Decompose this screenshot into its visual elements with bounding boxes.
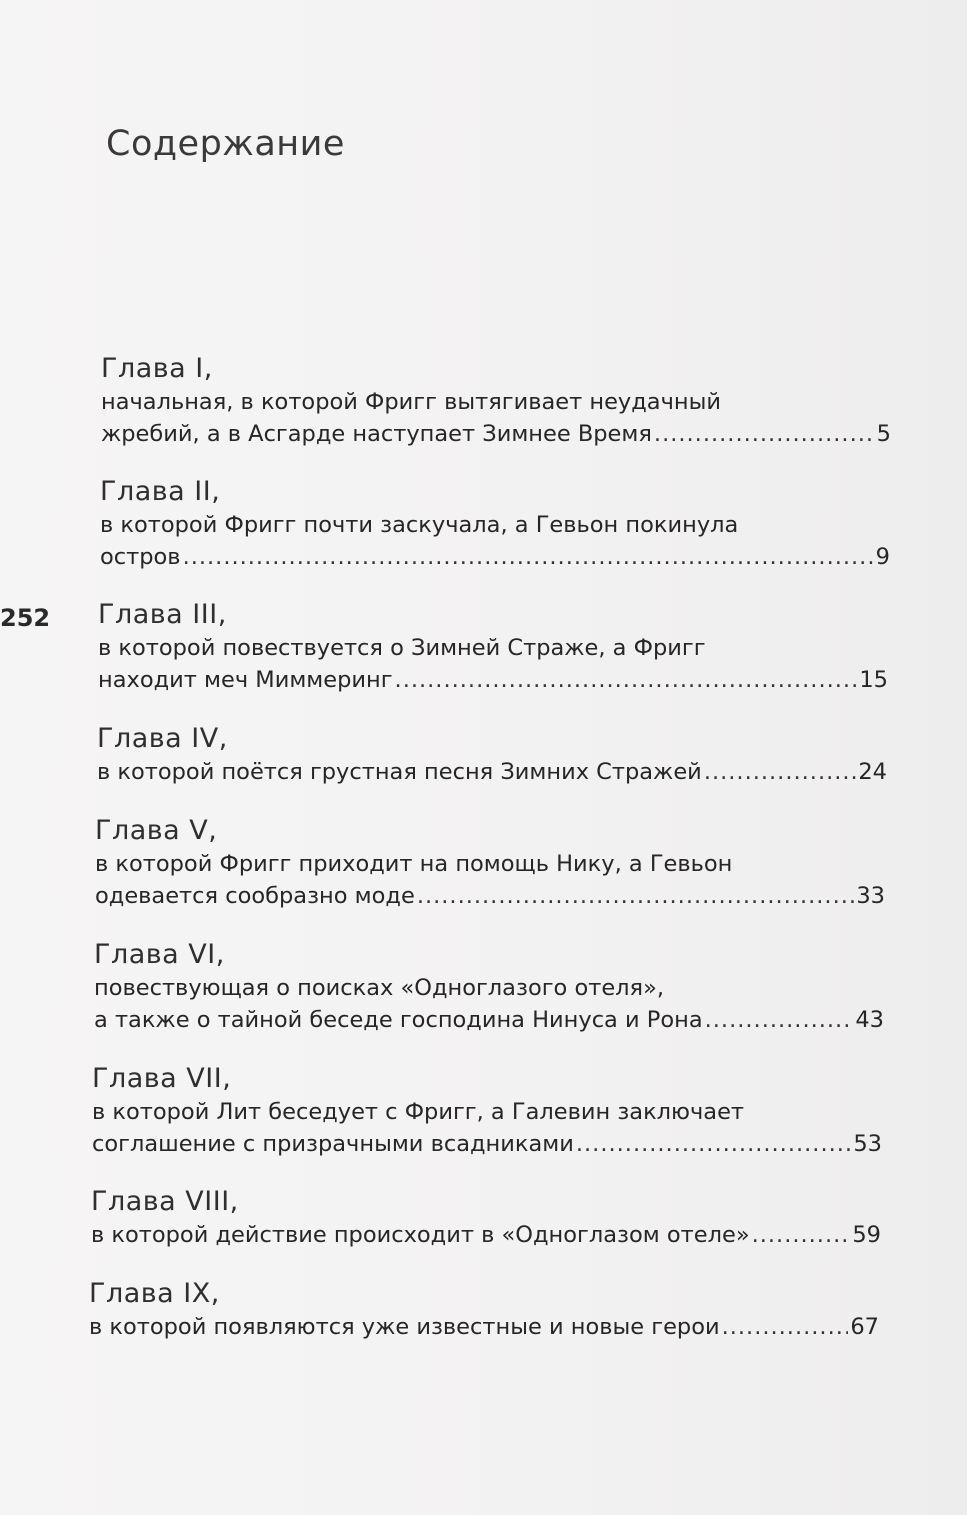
chapter-description-end: в которой появляются уже известные и новые герои xyxy=(89,1314,720,1340)
toc-entry-chapter-2 xyxy=(100,475,890,573)
chapter-leader-line xyxy=(97,756,887,788)
chapter-page-number: 43 xyxy=(855,1007,884,1033)
chapter-description-end: в которой поётся грустная песня Зимних Стражей xyxy=(97,759,702,785)
page-number: 252 xyxy=(0,604,51,632)
toc-entry-chapter-5 xyxy=(95,814,885,912)
chapter-description-end: одевается сообразно моде xyxy=(95,883,415,909)
chapter-heading: Глава VIII, xyxy=(91,1186,239,1217)
chapter-leader-line xyxy=(100,541,890,573)
chapter-page-number: 53 xyxy=(853,1131,882,1157)
dot-leader xyxy=(576,1128,851,1160)
toc-entry-chapter-4 xyxy=(97,722,887,788)
chapter-description-end: остров xyxy=(100,544,181,570)
chapter-leader-line xyxy=(98,664,888,696)
chapter-heading: Глава III, xyxy=(98,599,227,630)
chapter-page-number: 5 xyxy=(876,421,891,447)
toc-entry-chapter-3 xyxy=(98,598,888,696)
chapter-description: в которой повествуется о Зимней Страже, а Фригг xyxy=(98,635,706,661)
toc-entry-chapter-6 xyxy=(94,938,884,1036)
chapter-page-number: 33 xyxy=(856,883,885,909)
toc-entry-chapter-8 xyxy=(91,1185,881,1251)
chapter-description: в которой Фригг почти заскучала, а Гевьон покинула xyxy=(100,512,739,538)
dot-leader xyxy=(705,1004,854,1036)
chapter-page-number: 59 xyxy=(852,1222,881,1248)
dot-leader xyxy=(654,418,875,450)
chapter-leader-line xyxy=(92,1128,882,1160)
chapter-description-end: соглашение с призрачными всадниками xyxy=(92,1131,574,1157)
chapter-heading: Глава V, xyxy=(95,815,218,846)
toc-entry-chapter-9 xyxy=(89,1277,879,1343)
dot-leader xyxy=(395,664,858,696)
dot-leader xyxy=(704,756,857,788)
toc-entry-chapter-7 xyxy=(92,1062,882,1160)
chapter-page-number: 24 xyxy=(858,759,887,785)
chapter-description: повествующая о поисках «Одноглазого отеля», xyxy=(94,975,664,1001)
chapter-description: в которой Фригг приходит на помощь Нику, а Гевьон xyxy=(95,851,733,877)
chapter-heading: Глава IV, xyxy=(97,723,228,754)
chapter-heading: Глава IX, xyxy=(89,1278,220,1309)
chapter-heading: Глава II, xyxy=(100,476,221,507)
chapter-leader-line xyxy=(89,1311,879,1343)
dot-leader xyxy=(752,1219,851,1251)
chapter-leader-line xyxy=(95,880,885,912)
dot-leader xyxy=(417,880,855,912)
chapter-page-number: 67 xyxy=(850,1314,879,1340)
chapter-heading: Глава VII, xyxy=(92,1063,232,1094)
chapter-description-end: жребий, а в Асгарде наступает Зимнее Время xyxy=(101,421,652,447)
dot-leader xyxy=(183,541,874,573)
chapter-description-end: в которой действие происходит в «Одноглазом отеле» xyxy=(91,1222,750,1248)
toc-title: Содержание xyxy=(106,124,345,164)
chapter-description-end: находит меч Миммеринг xyxy=(98,667,393,693)
chapter-description: в которой Лит беседует с Фригг, а Галевин заключает xyxy=(92,1099,745,1125)
chapter-description-end: а также о тайной беседе господина Нинуса и Рона xyxy=(94,1007,703,1033)
chapter-heading: Глава I, xyxy=(101,353,213,384)
chapter-page-number: 9 xyxy=(875,544,890,570)
toc-entry-chapter-1 xyxy=(101,352,891,450)
chapter-leader-line xyxy=(101,418,891,450)
chapter-leader-line xyxy=(91,1219,881,1251)
dot-leader xyxy=(722,1311,849,1343)
chapter-description: начальная, в которой Фригг вытягивает неудачный xyxy=(101,389,721,415)
chapter-heading: Глава VI, xyxy=(94,939,225,970)
chapter-page-number: 15 xyxy=(859,667,888,693)
chapter-leader-line xyxy=(94,1004,884,1036)
